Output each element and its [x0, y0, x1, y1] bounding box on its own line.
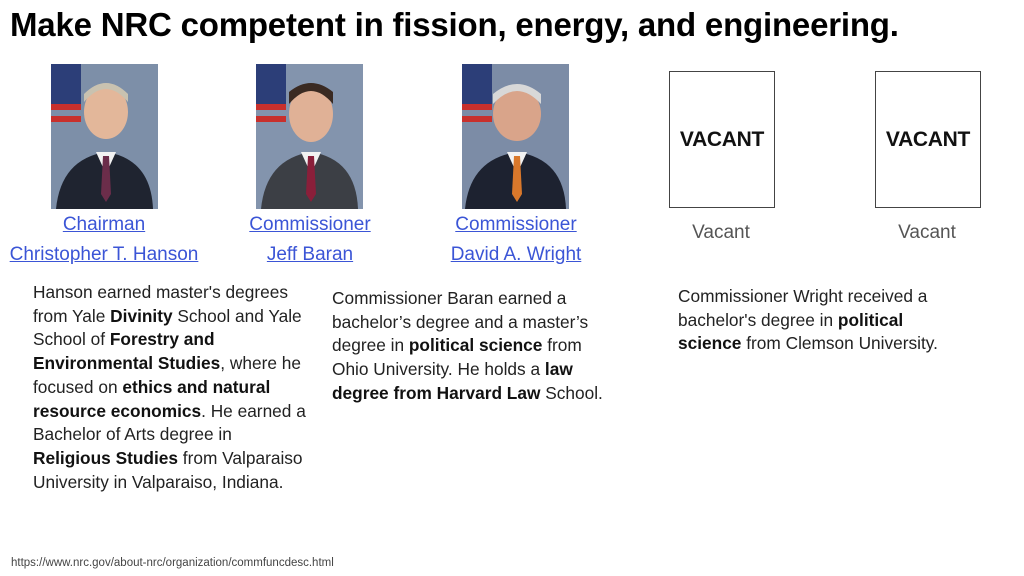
portrait-baran	[256, 64, 363, 209]
bio-emphasis: ethics and natural resource economics	[33, 376, 271, 421]
portrait-photo-icon	[462, 64, 569, 209]
portrait-hanson	[51, 64, 158, 209]
bio-emphasis: Divinity	[110, 305, 173, 326]
role-link-hanson[interactable]: Chairman	[62, 214, 146, 235]
bio-text: Commissioner Wright received a bachelor's degree in	[678, 286, 928, 330]
vacant-box-label: VACANT	[885, 127, 971, 151]
slide-title: Make NRC competent in fission, energy, and engineering.	[10, 6, 899, 43]
bio-emphasis: Religious Studies	[33, 447, 178, 468]
bio-wright	[678, 285, 968, 356]
bio-text: Commissioner Baran earned a bachelor’s degree and a master’s degree in	[332, 288, 589, 356]
name-link-hanson[interactable]: Christopher T. Hanson	[9, 244, 199, 265]
bio-text: School and Yale School of	[33, 305, 302, 350]
bio-text: from Ohio University. He holds a	[332, 335, 582, 380]
bio-emphasis: political science	[408, 335, 543, 356]
role-link-wright[interactable]: Commissioner	[455, 214, 577, 235]
vacant-placeholder	[669, 71, 775, 208]
bio-text: . He earned a Bachelor of Arts degree in	[33, 400, 306, 445]
role-link-baran[interactable]: Commissioner	[249, 214, 371, 235]
bio-text: , where he focused on	[33, 353, 301, 397]
bio-emphasis: Forestry and Environmental Studies	[33, 329, 221, 374]
vacant-caption: Vacant	[898, 222, 956, 243]
bio-text: Hanson earned master's degrees from Yale	[33, 282, 288, 326]
bio-text: School.	[540, 382, 603, 403]
portrait-photo-icon	[256, 64, 363, 209]
source-url: https://www.nrc.gov/about-nrc/organization/commfuncdesc.html	[11, 557, 334, 569]
bio-emphasis: law degree from Harvard Law	[332, 359, 573, 403]
name-link-baran[interactable]: Jeff Baran	[266, 244, 354, 265]
vacant-caption: Vacant	[692, 222, 750, 243]
portrait-photo-icon	[51, 64, 158, 209]
portrait-wright	[462, 64, 569, 209]
vacant-placeholder	[875, 71, 981, 208]
bio-text: from Clemson University.	[741, 333, 938, 354]
vacant-box-label: VACANT	[679, 127, 765, 151]
bio-hanson	[33, 281, 308, 494]
bio-emphasis: political science	[678, 309, 904, 354]
bio-baran	[332, 287, 607, 406]
name-link-wright[interactable]: David A. Wright	[450, 244, 582, 265]
bio-text: from Valparaiso University in Valparaiso, Indiana.	[33, 447, 303, 492]
